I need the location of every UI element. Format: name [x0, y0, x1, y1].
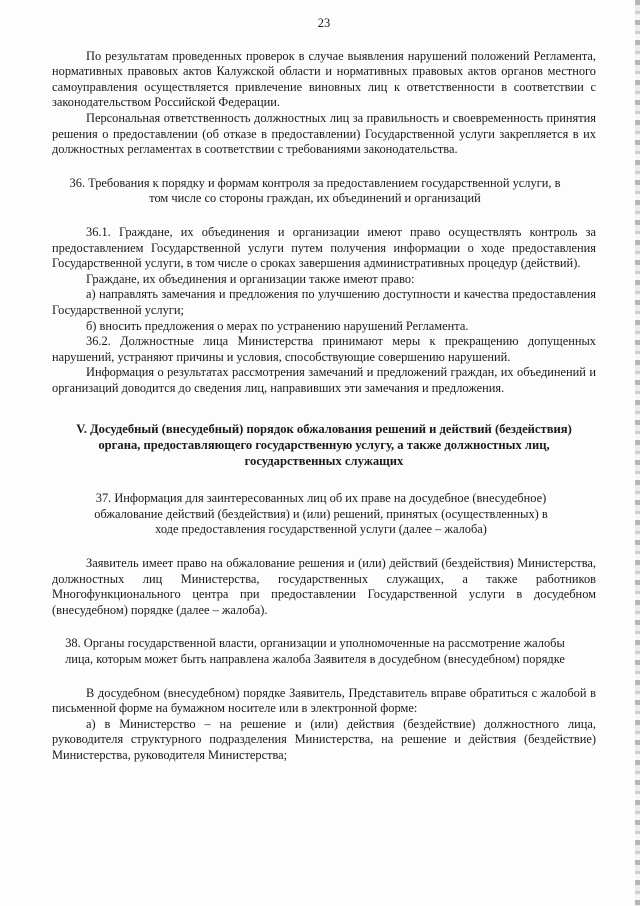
paragraph: Персональная ответственность должностных лиц за правильность и своевременность принятия решения о предоставлении (об отказе в предоставлении) Государственной услуги закрепляется в их должностных регламентах в соответствии с требованиями законодательства.: [52, 110, 596, 157]
paragraph: 36.1. Граждане, их объединения и организации имеют право осуществлять контроль за предоставлением Государственной услуги путем получения информации о ходе предоставления Государственной услуги, в том числе о сроках завершения административных процедур (действий).: [52, 224, 596, 271]
document-body: [52, 0, 596, 764]
paragraph: а) в Министерство – на решение и (или) действия (бездействие) должностного лица, руководителя структурного подразделения Министерства, на решение и действия (бездействие) Министерства, руководителя Министерства;: [52, 716, 596, 762]
subsection-heading: 38. Органы государственной власти, организации и уполномоченные на рассмотрение жалобы лица, которым может быть направлена жалоба Заявителя в досудебном (внесудебном) порядке: [65, 636, 565, 666]
paragraph: б) вносить предложения о мерах по устранению нарушений Регламента.: [86, 318, 469, 333]
scan-edge: [635, 0, 640, 906]
paragraph: Информация о результатах рассмотрения замечаний и предложений граждан, их объединений и организаций доводится до сведения лиц, направивших эти замечания и предложения.: [52, 365, 596, 395]
paragraph: Заявитель имеет право на обжалование решения и (или) действий (бездействия) Министерства, должностных лиц Министерства, государственных служащих, а также работников Многофункционального центра при предоставлении Государственной услуги в досудебном (внесудебном) порядке (далее – жалоба).: [52, 556, 596, 617]
subsection-heading: 37. Информация для заинтересованных лиц об их праве на досудебное (внесудебное) обжалование действий (бездействия) и (или) решений, принятых (осуществленных) в ходе предоставления государственной услуги (далее – жалоба): [94, 491, 548, 537]
subsection-heading: 36. Требования к порядку и формам контроля за предоставлением государственной услуги, в том числе со стороны граждан, их объединений и организаций: [69, 175, 561, 206]
section-heading: V. Досудебный (внесудебный) порядок обжалования решений и действий (бездействия) органа, предоставляющего государственную услугу, а также должностных лиц, государственных служащих: [76, 422, 572, 468]
paragraph: По результатам проведенных проверок в случае выявления нарушений положений Регламента, нормативных правовых актов Калужской области и нормативных правовых актов органов местного самоуправления осуществляется привлечение виновных лиц к ответственности в соответствии с законодательством Российской Федерации.: [52, 48, 596, 110]
paragraph: В досудебном (внесудебном) порядке Заявитель, Представитель вправе обратиться с жалобой в письменной форме на бумажном носителе или в электронной форме:: [52, 685, 596, 716]
paragraph: Граждане, их объединения и организации также имеют право:: [86, 271, 415, 286]
paragraph: а) направлять замечания и предложения по улучшению доступности и качества предоставления Государственной услуги;: [52, 287, 596, 317]
page-number: 23: [317, 16, 331, 30]
paragraph: 36.2. Должностные лица Министерства принимают меры к прекращению допущенных нарушений, устраняют причины и условия, способствующие совершению нарушений.: [52, 334, 596, 364]
